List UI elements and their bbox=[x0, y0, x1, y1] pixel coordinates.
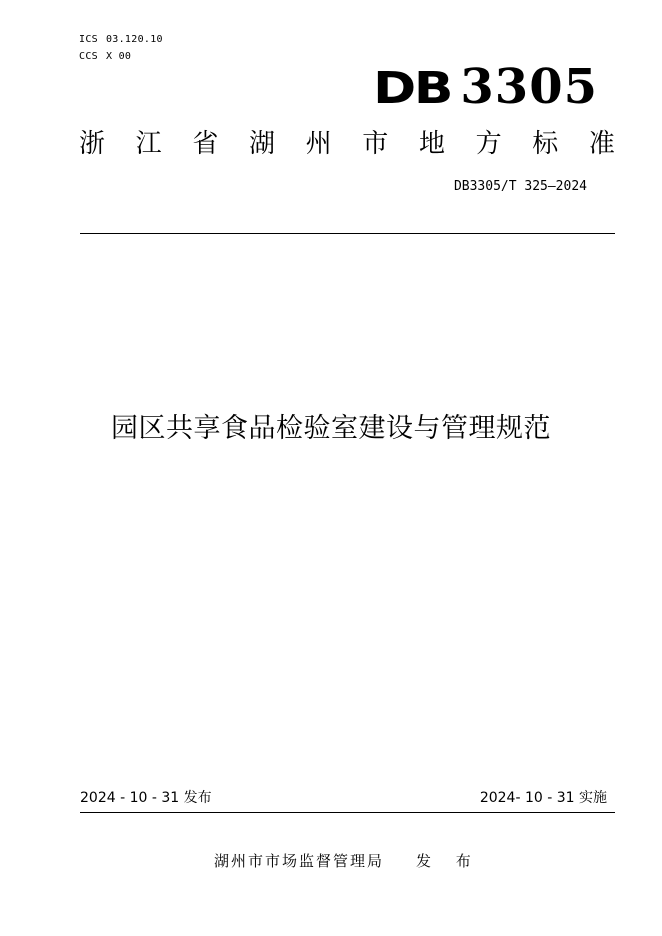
standard-mark bbox=[373, 59, 598, 115]
standard-number: DB3305/T 325—2024 bbox=[453, 179, 587, 194]
ccs-code: X 00 bbox=[105, 51, 132, 62]
publish-date: 2024 - 10 - 31 发布 bbox=[80, 790, 212, 806]
category-char: 方 bbox=[475, 129, 502, 159]
category-char: 州 bbox=[305, 129, 332, 159]
category-char: 准 bbox=[588, 129, 615, 159]
category-char: 江 bbox=[135, 129, 162, 159]
category-char: 地 bbox=[418, 129, 445, 159]
issuer-line bbox=[214, 851, 481, 871]
category-char: 湖 bbox=[248, 129, 275, 159]
implement-date: 2024- 10 - 31 实施 bbox=[479, 790, 607, 806]
footer-divider bbox=[80, 812, 615, 813]
standard-region-code: 3305 bbox=[460, 59, 598, 115]
standard-prefix: DB bbox=[373, 63, 452, 114]
ccs-classification bbox=[79, 51, 131, 63]
document-title: 园区共享食品检验室建设与管理规范 bbox=[111, 413, 551, 444]
ccs-label: CCS bbox=[79, 51, 98, 62]
category-char: 市 bbox=[362, 129, 389, 159]
header-divider bbox=[80, 233, 615, 234]
standard-category bbox=[79, 126, 615, 162]
issue-word: 发 布 bbox=[416, 852, 481, 870]
category-char: 浙 bbox=[79, 129, 106, 159]
category-char: 省 bbox=[192, 129, 219, 159]
issuer-name: 湖州市市场监督管理局 bbox=[214, 852, 385, 870]
ics-classification bbox=[79, 34, 163, 46]
ics-code: 03.120.10 bbox=[105, 34, 163, 45]
category-char: 标 bbox=[532, 129, 559, 159]
ics-label: ICS bbox=[79, 34, 98, 45]
